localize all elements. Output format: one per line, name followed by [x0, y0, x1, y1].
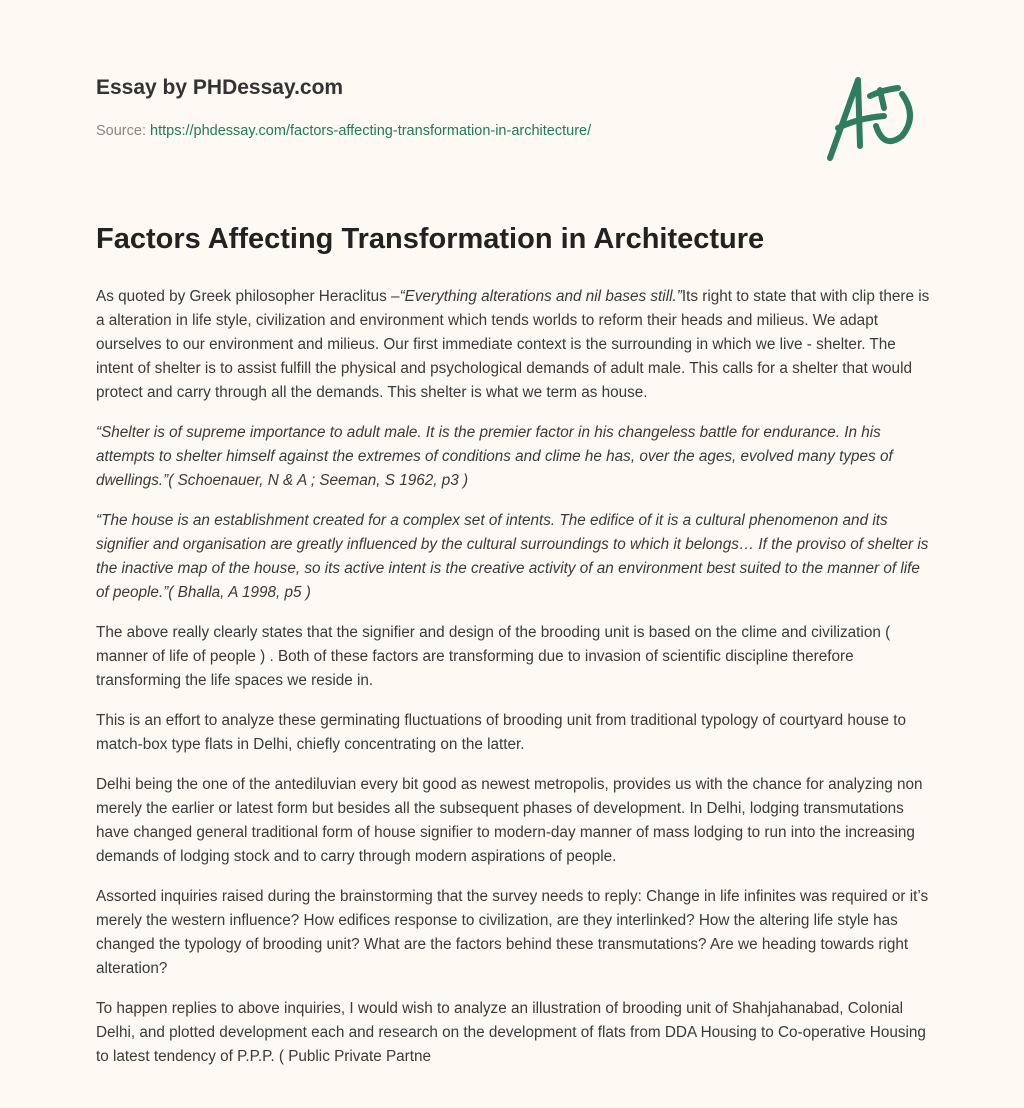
- brand-title: Essay by PHDessay.com: [96, 76, 344, 99]
- paragraph: The above really clearly states that the signifier and design of the brooding unit is based on the clime and civilization ( manner of life of people ) . Both of these factors are transforming due to invasion of scientific discipline therefore transforming the life spaces we reside in.: [96, 624, 891, 689]
- a-plus-logo: [818, 66, 928, 166]
- quote-text: “Shelter is of supreme importance to adult male. It is the premier factor in his changeless battle for endurance. In his attempts to shelter himself against the extremes of conditions and clime he has, over the ages, evolved many types of dwellings.”( Schoenauer, N & A ; Seeman, S 1962, p3 ): [96, 424, 893, 489]
- paragraph: Delhi being the one of the antediluvian every bit good as newest metropolis, provides us with the chance for analyzing non merely the earlier or latest form but besides all the subsequent phases of development. In Delhi, lodging transmutations have changed general traditional form of house signifier to modern-day manner of mass lodging to run into the increasing demands of lodging stock and to carry through modern aspirations of people.: [96, 776, 923, 865]
- paragraph-text: Its right to state that with clip there is a alteration in life style, civilization and environment which tends worlds to reform their heads and milieus. We adapt ourselves to our environment and milieus. Our first immediate context is the surrounding in which we live - shelter. The intent of shelter is to assist fulfill the physical and psychological demands of adult male. This calls for a shelter that would protect and carry through all the demands. This shelter is what we term as house.: [96, 288, 930, 401]
- source-link[interactable]: https://phdessay.com/factors-affecting-transformation-in-architecture/: [150, 123, 592, 139]
- site-header: [96, 76, 343, 100]
- inline-quote: “Everything alterations and nil bases still.”: [399, 288, 682, 305]
- essay-title: Factors Affecting Transformation in Architecture: [96, 223, 765, 255]
- source-label: Source:: [96, 123, 146, 139]
- block-quote: [96, 509, 932, 605]
- source-line: [96, 123, 591, 139]
- essay-body: [96, 285, 932, 1085]
- paragraph: To happen replies to above inquiries, I would wish to analyze an illustration of brooding unit of Shahjahanabad, Colonial Delhi, and plotted development each and research on the development of flats from DDA Housing to Co-operative Housing to latest tendency of P.P.P. ( Public Private Partne: [96, 1000, 926, 1065]
- paragraph: [96, 285, 932, 405]
- paragraph-text: As quoted by Greek philosopher Heraclitus –: [96, 288, 400, 305]
- paragraph: This is an effort to analyze these germinating fluctuations of brooding unit from traditional typology of courtyard house to match-box type flats in Delhi, chiefly concentrating on the latter.: [96, 712, 907, 753]
- paragraph: Assorted inquiries raised during the brainstorming that the survey needs to reply: Change in life infinites was required or it’s merely the western influence? How edifices response to civilization, are they interlinked? How the altering life style has changed the typology of brooding unit? What are the factors behind these transmutations? Are we heading towards right alteration?: [96, 888, 929, 977]
- block-quote: [96, 421, 932, 493]
- quote-text: “The house is an establishment created for a complex set of intents. The edifice of it is a cultural phenomenon and its signifier and organisation are greatly influenced by the cultural surroundings to which it belongs… If the proviso of shelter is the inactive map of the house, so its active intent is the creative activity of an environment best suited to the manner of life of people.”( Bhalla, A 1998, p5 ): [96, 512, 929, 601]
